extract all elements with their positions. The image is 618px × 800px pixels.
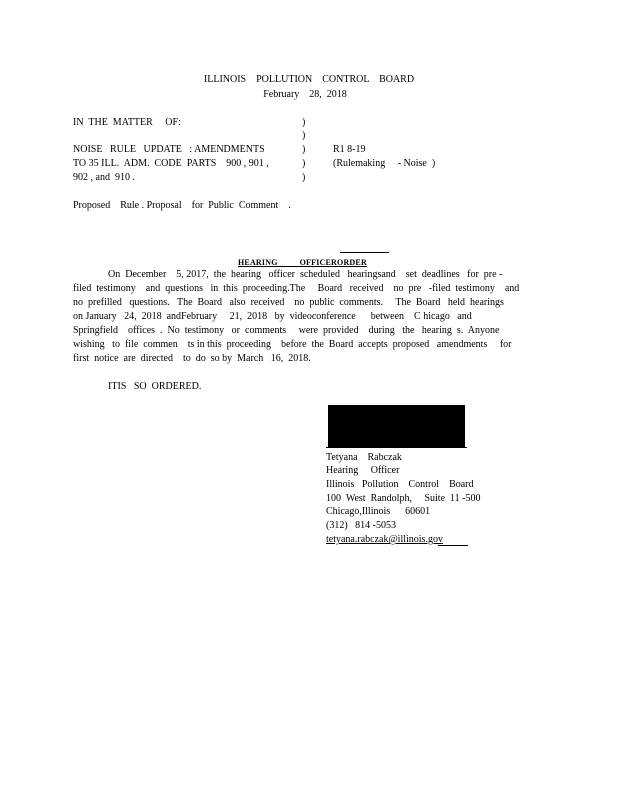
caption-parenthesis: ): [302, 144, 306, 155]
docket-type: (Rulemaking - Noise ): [333, 158, 436, 169]
body-line: first notice are directed to do so by March 16, 2018.: [73, 353, 311, 364]
redacted-signature: [328, 405, 465, 447]
document-date: February 28, 2018: [263, 89, 347, 100]
caption-parenthesis: ): [302, 130, 306, 141]
signer-title: Hearing Officer: [326, 465, 400, 476]
caption-title-line-2: TO 35 ILL. ADM. CODE PARTS 900 , 901 ,: [73, 158, 269, 169]
caption-parenthesis: ): [302, 117, 306, 128]
caption-parenthesis: ): [302, 172, 306, 183]
signature-line: [326, 447, 467, 448]
signer-organization: Illinois Pollution Control Board: [326, 479, 474, 490]
body-line: on January 24, 2018 andFebruary 21, 2018 by videoconference between C hicago and: [73, 311, 472, 322]
caption-title-line-1: NOISE RULE UPDATE : AMENDMENTS: [73, 144, 265, 155]
agency-title: ILLINOIS POLLUTION CONTROL BOARD: [203, 74, 415, 85]
body-line: Springfield offices . No testimony or comments were provided during the hearing s. Anyone: [73, 325, 500, 336]
body-line: no prefilled questions. The Board also received no public comments. The Board held hearings: [73, 297, 504, 308]
order-heading-text: HEARING OFFICERORDER: [238, 257, 367, 267]
email-link[interactable]: tetyana.rabczak@illinois.gov: [326, 534, 443, 545]
caption-parenthesis: ): [302, 158, 306, 169]
heading-underline: [340, 252, 389, 253]
in-the-matter-label: IN THE MATTER OF:: [73, 117, 181, 128]
body-line: wishing to file commen ts in this proceeding before the Board accepts proposed amendments for: [73, 339, 512, 350]
phone-number: (312) 814 -5053: [326, 520, 396, 531]
signer-name: Tetyana Rabczak: [326, 452, 402, 463]
body-line: filed testimony and questions in this proceeding.The Board received no pre -filed testimony and: [73, 283, 520, 294]
proposed-rule-line: Proposed Rule . Proposal for Public Comment .: [73, 200, 291, 211]
address-line-2: Chicago,Illinois 60601: [326, 506, 431, 517]
address-line-1: 100 West Randolph, Suite 11 -500: [326, 493, 481, 504]
docket-number: R1 8-19: [333, 144, 366, 155]
body-line: On December 5, 2017, the hearing officer scheduled hearingsand set deadlines for pre -: [108, 269, 503, 280]
email-underline-extension: [438, 545, 468, 546]
caption-title-line-3: 902 , and 910 .: [73, 172, 135, 183]
so-ordered-line: ITIS SO ORDERED.: [108, 381, 202, 392]
